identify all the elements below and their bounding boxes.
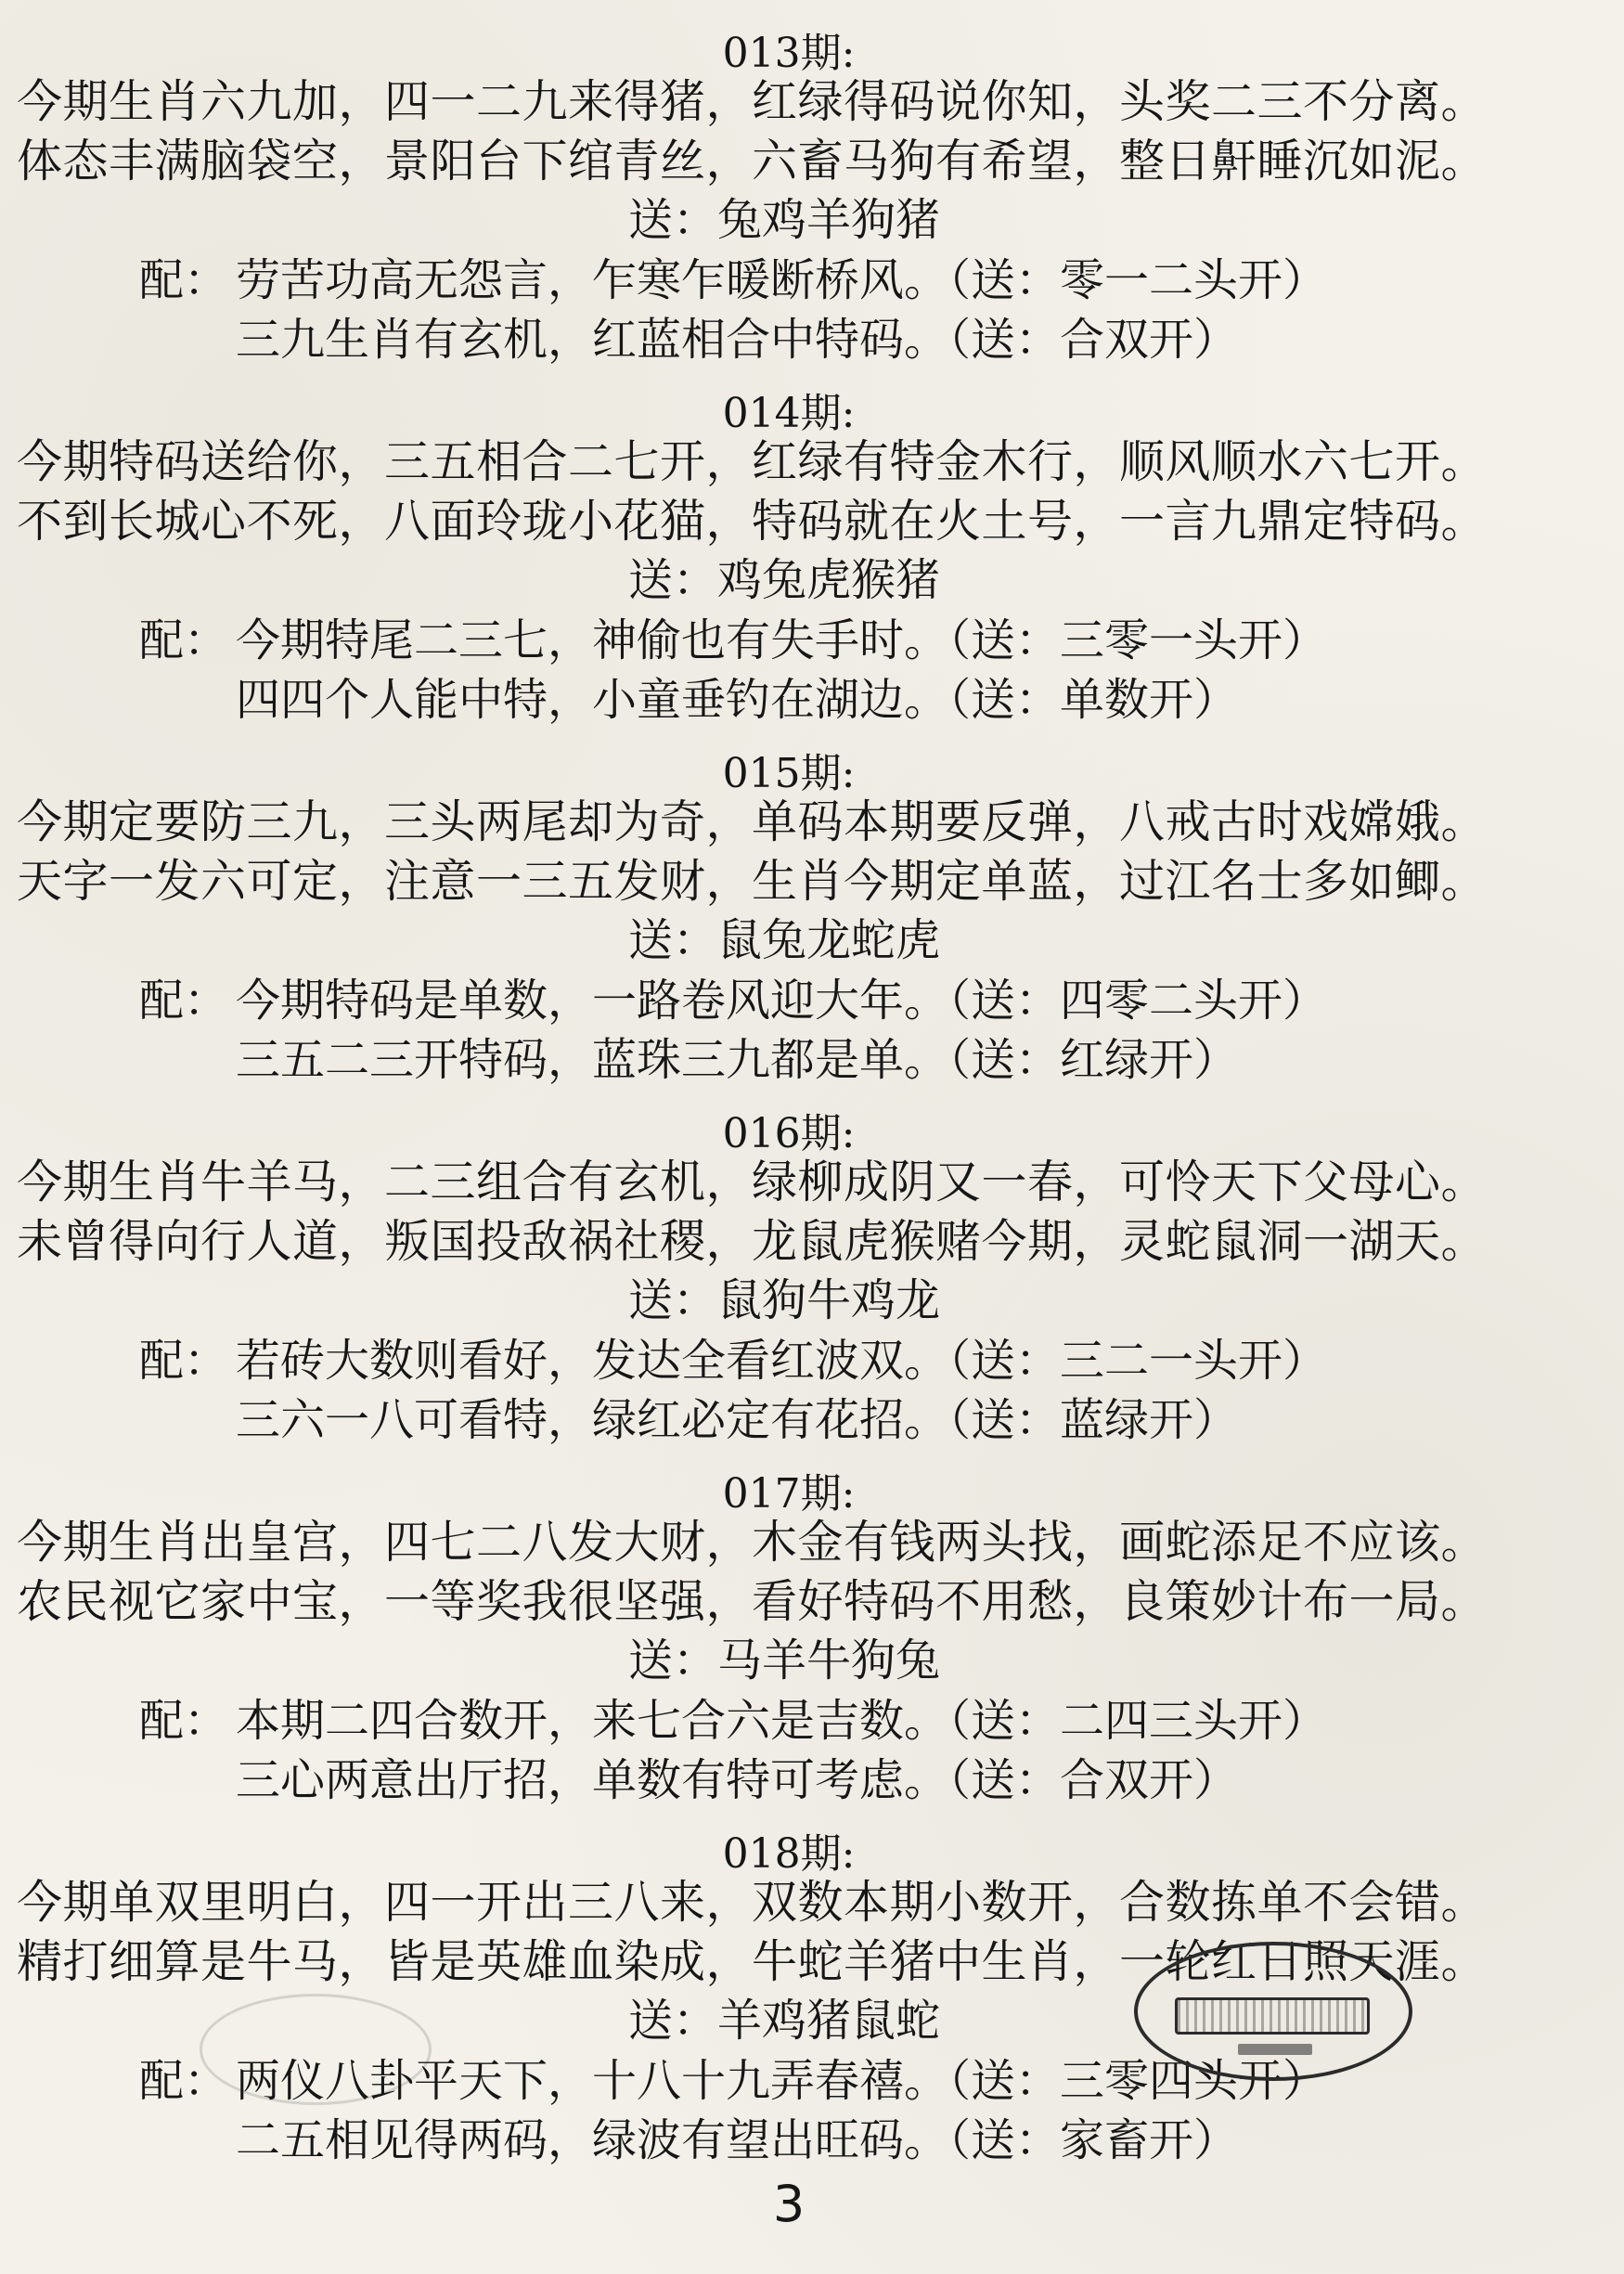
- pei-text: 今期特尾二三七，神偷也有失手时。（送：三零一头开）: [236, 614, 1328, 666]
- seal-stamp-inner: [1175, 1997, 1370, 2035]
- verse-line: 今期生肖出皇宫，四七二八发大财，木金有钱两头找，画蛇添足不应该。: [17, 1516, 1488, 1569]
- pei-text: 四四个人能中特，小童垂钓在湖边。（送：单数开）: [236, 674, 1239, 726]
- pei-text: 二五相见得两码，绿波有望出旺码。（送：家畜开）: [236, 2114, 1239, 2166]
- pei-line: [139, 1331, 1531, 1390]
- period-section: [0, 28, 1624, 390]
- pei-label: 配：: [139, 254, 229, 306]
- send-line: 送：兔鸡羊狗猪: [627, 194, 940, 246]
- send-line: 送：马羊牛狗兔: [627, 1634, 940, 1686]
- pei-text: 今期特码是单数，一路卷风迎大年。（送：四零二头开）: [236, 975, 1328, 1027]
- verse-line: 体态丰满脑袋空，景阳台下绾青丝，六畜马狗有希望，整日鼾睡沉如泥。: [17, 135, 1488, 187]
- pei-label: 配：: [139, 975, 229, 1027]
- pei-text: 三五二三开特码，蓝珠三九都是单。（送：红绿开）: [236, 1034, 1239, 1086]
- pei-line: [139, 1030, 1531, 1090]
- period-section: [0, 388, 1624, 750]
- pei-text: 若砖大数则看好，发达全看红波双。（送：三二一头开）: [236, 1335, 1328, 1387]
- pei-text: 三九生肖有玄机，红蓝相合中特码。（送：合双开）: [236, 314, 1239, 366]
- pei-text: 两仪八卦平天下，十八十九弄春禧。（送：三零四头开）: [236, 2055, 1328, 2107]
- pei-line: [139, 611, 1531, 670]
- pei-line: [139, 670, 1531, 730]
- period-title: 013期:: [722, 30, 856, 77]
- pei-line: [139, 310, 1531, 369]
- verse-line: 今期生肖六九加，四一二九来得猪，红绿得码说你知，头奖二三不分离。: [17, 75, 1488, 128]
- send-line: 送：羊鸡猪鼠蛇: [627, 1995, 940, 2047]
- period-title: 018期:: [722, 1830, 856, 1878]
- send-line: 送：鼠兔龙蛇虎: [627, 914, 940, 966]
- page-number: 3: [772, 2175, 806, 2233]
- period-title: 014期:: [722, 390, 856, 437]
- verse-line: 今期定要防三九，三头两尾却为奇，单码本期要反弹，八戒古时戏嫦娥。: [17, 795, 1488, 848]
- verse-line: 农民视它家中宝，一等奖我很坚强，看好特码不用愁，良策妙计布一局。: [17, 1575, 1488, 1628]
- pei-text: 三心两意出厅招，单数有特可考虑。（送：合双开）: [236, 1754, 1239, 1806]
- pei-text: 本期二四合数开，来七合六是吉数。（送：二四三头开）: [236, 1695, 1328, 1747]
- pei-line: [139, 251, 1531, 310]
- verse-line: 不到长城心不死，八面玲珑小花猫，特码就在火土号，一言九鼎定特码。: [17, 495, 1488, 548]
- send-line: 送：鸡兔虎猴猪: [627, 554, 940, 606]
- pei-line: [139, 1751, 1531, 1810]
- pei-label: 配：: [139, 2055, 229, 2107]
- pei-text: 劳苦功高无怨言，乍寒乍暖断桥风。（送：零一二头开）: [236, 254, 1328, 306]
- seal-stamp-bar: [1238, 2044, 1312, 2055]
- verse-line: 今期生肖牛羊马，二三组合有玄机，绿柳成阴又一春，可怜天下父母心。: [17, 1156, 1488, 1208]
- period-title: 016期:: [722, 1110, 856, 1157]
- period-section: [0, 748, 1624, 1110]
- pei-line: [139, 1691, 1531, 1751]
- pei-line: [139, 971, 1531, 1030]
- pei-line: [139, 1390, 1531, 1450]
- verse-line: 未曾得向行人道，叛国投敌祸社稷，龙鼠虎猴赌今期，灵蛇鼠洞一湖天。: [17, 1215, 1488, 1268]
- period-section: [0, 1468, 1624, 1830]
- period-title: 017期:: [722, 1470, 856, 1518]
- pei-label: 配：: [139, 1695, 229, 1747]
- verse-line: 今期单双里明白，四一开出三八来，双数本期小数开，合数拣单不会错。: [17, 1876, 1488, 1929]
- pei-text: 三六一八可看特，绿红必定有花招。（送：蓝绿开）: [236, 1394, 1239, 1446]
- pei-label: 配：: [139, 1335, 229, 1387]
- pei-label: 配：: [139, 614, 229, 666]
- period-section: [0, 1108, 1624, 1470]
- seal-stamp: [1134, 1942, 1412, 2081]
- verse-line: 今期特码送给你，三五相合二七开，红绿有特金木行，顺风顺水六七开。: [17, 435, 1488, 488]
- send-line: 送：鼠狗牛鸡龙: [627, 1274, 940, 1326]
- period-title: 015期:: [722, 750, 856, 797]
- verse-line: 精打细算是牛马，皆是英雄血染成，牛蛇羊猪中生肖，一轮红日照天涯。: [17, 1935, 1488, 1988]
- verse-line: 天字一发六可定，注意一三五发财，生肖今期定单蓝，过江名士多如鲫。: [17, 855, 1488, 908]
- pei-line: [139, 2111, 1531, 2170]
